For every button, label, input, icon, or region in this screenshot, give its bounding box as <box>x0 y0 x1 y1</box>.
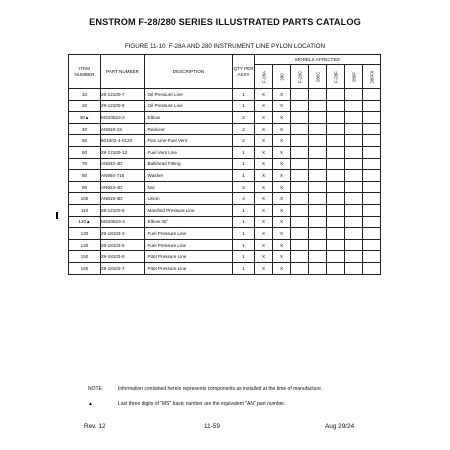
model-mark-cell <box>327 239 345 251</box>
model-mark-cell <box>345 100 363 112</box>
model-mark-cell: X <box>273 251 291 263</box>
qty-cell: 1 <box>233 239 255 251</box>
model-mark-cell: X <box>255 112 273 124</box>
model-mark-cell <box>327 228 345 240</box>
model-label: 280F <box>350 71 356 82</box>
description-cell: . Oil Pressure Line <box>145 100 233 112</box>
model-mark-cell <box>309 181 327 193</box>
model-mark-cell <box>327 112 345 124</box>
part-number-cell: AN924-4D <box>101 181 145 193</box>
figure-title: FIGURE 11-10. F-28A AND 280 INSTRUMENT LINE PYLON LOCATION <box>124 43 326 50</box>
model-mark-cell <box>345 135 363 147</box>
description-cell: . Manifold Pressure Line <box>145 204 233 216</box>
description-cell: . Elbow <box>145 112 233 124</box>
qty-cell: 1 <box>233 146 255 158</box>
header-model <box>309 65 327 89</box>
model-mark-cell <box>363 123 381 135</box>
model-mark-cell: X <box>273 146 291 158</box>
header-models-affected: MODELS AFFECTED <box>255 55 381 65</box>
model-mark-cell <box>327 123 345 135</box>
model-mark-cell <box>363 204 381 216</box>
model-mark-cell <box>363 193 381 205</box>
model-mark-cell <box>345 123 363 135</box>
model-mark-cell <box>363 158 381 170</box>
model-mark-cell: X <box>273 204 291 216</box>
table-row <box>69 158 381 170</box>
table-row <box>69 193 381 205</box>
model-mark-cell <box>291 89 309 101</box>
footer-page-number: 11-59 <box>204 423 220 430</box>
description-cell: . Fuel Pressure Line <box>145 228 233 240</box>
model-mark-cell <box>291 193 309 205</box>
item-number-cell: 40 <box>69 123 101 135</box>
model-mark-cell: X <box>273 112 291 124</box>
model-mark-cell <box>363 135 381 147</box>
model-label: F-28F <box>332 70 338 83</box>
model-mark-cell <box>309 123 327 135</box>
model-mark-cell <box>309 193 327 205</box>
triangle-icon: ▲ <box>88 401 93 407</box>
description-cell: . Washer <box>145 170 233 182</box>
part-number-cell: 28-12100-9 <box>101 100 145 112</box>
model-mark-cell: X <box>255 158 273 170</box>
model-mark-cell <box>345 262 363 274</box>
model-mark-cell <box>363 89 381 101</box>
model-mark-cell <box>363 146 381 158</box>
model-mark-cell: X <box>255 216 273 228</box>
model-mark-cell <box>291 123 309 135</box>
model-mark-cell <box>327 135 345 147</box>
model-mark-cell <box>327 204 345 216</box>
model-mark-cell <box>291 251 309 263</box>
table-row <box>69 251 381 263</box>
item-number-cell: 10 <box>69 89 101 101</box>
model-mark-cell: X <box>273 158 291 170</box>
model-mark-cell: X <box>255 239 273 251</box>
model-label: 280C <box>314 71 320 82</box>
part-number-cell: 28-12100-13 <box>101 146 145 158</box>
part-number-cell: 28-18103-3 <box>101 228 145 240</box>
model-mark-cell: X <box>273 181 291 193</box>
model-mark-cell: X <box>273 216 291 228</box>
model-mark-cell <box>327 181 345 193</box>
description-cell: . Reducer <box>145 123 233 135</box>
description-cell: . Elbow 45° <box>145 216 233 228</box>
model-mark-cell: X <box>255 193 273 205</box>
part-number-cell: 28-12100-6 <box>101 204 145 216</box>
model-mark-cell <box>363 112 381 124</box>
model-mark-cell <box>309 100 327 112</box>
model-mark-cell <box>345 216 363 228</box>
qty-cell: 4 <box>233 193 255 205</box>
item-number-cell: 20 <box>69 100 101 112</box>
model-mark-cell <box>291 239 309 251</box>
model-mark-cell <box>327 170 345 182</box>
model-mark-cell <box>309 158 327 170</box>
item-number-cell: 160 <box>69 262 101 274</box>
model-mark-cell <box>291 181 309 193</box>
part-number-cell: MS20823-4 <box>101 216 145 228</box>
model-mark-cell: X <box>255 204 273 216</box>
header-part-number: PART NUMBER <box>101 55 145 89</box>
model-mark-cell <box>291 228 309 240</box>
model-mark-cell: X <box>273 135 291 147</box>
note-text: Last three digits of "MS" basic number are the equivalent "AN" part number. <box>118 401 286 407</box>
model-mark-cell <box>363 251 381 263</box>
qty-cell: 1 <box>233 262 255 274</box>
qty-cell: 1 <box>233 216 255 228</box>
model-mark-cell: X <box>273 239 291 251</box>
description-cell: . Flex Line-Fuel Vent <box>145 135 233 147</box>
model-mark-cell <box>327 89 345 101</box>
model-mark-cell <box>363 239 381 251</box>
model-mark-cell <box>309 135 327 147</box>
table-row <box>69 146 381 158</box>
note-label: NOTE: <box>88 386 104 392</box>
model-mark-cell <box>291 100 309 112</box>
model-mark-cell <box>345 146 363 158</box>
qty-cell: 2 <box>233 181 255 193</box>
part-number-cell: MS20822-2 <box>101 112 145 124</box>
item-number-cell: 130 <box>69 228 101 240</box>
model-mark-cell: X <box>255 228 273 240</box>
model-mark-cell <box>309 170 327 182</box>
model-mark-cell <box>345 89 363 101</box>
item-number-cell: 30▲ <box>69 112 101 124</box>
description-cell: . Pitot Pressure Line <box>145 262 233 274</box>
qty-cell: 1 <box>233 100 255 112</box>
model-mark-cell <box>363 181 381 193</box>
model-mark-cell <box>345 239 363 251</box>
description-cell: . Fuel Vent Line <box>145 146 233 158</box>
model-label: 280 <box>278 72 284 81</box>
model-mark-cell: X <box>273 89 291 101</box>
model-mark-cell: X <box>255 89 273 101</box>
model-mark-cell <box>363 170 381 182</box>
item-number-cell: 60 <box>69 146 101 158</box>
item-number-cell: 80 <box>69 170 101 182</box>
description-cell: . Oil Pressure Line <box>145 89 233 101</box>
model-mark-cell: X <box>255 123 273 135</box>
item-number-cell: 140 <box>69 239 101 251</box>
qty-cell: 2 <box>233 123 255 135</box>
part-number-cell: 28-18103-6 <box>101 251 145 263</box>
model-mark-cell <box>291 158 309 170</box>
header-model <box>327 65 345 89</box>
model-mark-cell <box>309 228 327 240</box>
change-bar <box>56 212 58 219</box>
item-number-cell: 120▲ <box>69 216 101 228</box>
item-number-cell: 90 <box>69 181 101 193</box>
model-mark-cell: X <box>255 181 273 193</box>
model-mark-cell <box>363 262 381 274</box>
item-number-cell: 110 <box>69 204 101 216</box>
model-mark-cell: X <box>255 146 273 158</box>
model-mark-cell <box>309 239 327 251</box>
model-mark-cell: X <box>273 193 291 205</box>
description-cell: . Pitot Pressure Line <box>145 251 233 263</box>
model-mark-cell <box>327 262 345 274</box>
model-mark-cell <box>345 158 363 170</box>
model-mark-cell <box>291 135 309 147</box>
header-model <box>255 65 273 89</box>
qty-cell: 1 <box>233 158 255 170</box>
model-mark-cell <box>309 146 327 158</box>
model-mark-cell <box>345 193 363 205</box>
qty-cell: 1 <box>233 89 255 101</box>
model-mark-cell <box>363 216 381 228</box>
model-label: F-28C <box>296 70 302 83</box>
table-row <box>69 135 381 147</box>
model-mark-cell <box>363 100 381 112</box>
model-mark-cell <box>291 216 309 228</box>
table-row <box>69 216 381 228</box>
header-qty-per-assy: QTY PER ASSY <box>233 55 255 89</box>
header-model <box>345 65 363 89</box>
description-cell: . Fuel Pressure Line <box>145 239 233 251</box>
table-row <box>69 228 381 240</box>
model-mark-cell <box>327 158 345 170</box>
item-number-cell: 70 <box>69 158 101 170</box>
table-row <box>69 262 381 274</box>
table-row <box>69 170 381 182</box>
part-number-cell: AN919-1S <box>101 123 145 135</box>
model-mark-cell <box>291 170 309 182</box>
qty-cell: 1 <box>233 204 255 216</box>
table-row <box>69 112 381 124</box>
table-row <box>69 89 381 101</box>
model-mark-cell <box>327 193 345 205</box>
header-model <box>273 65 291 89</box>
model-mark-cell <box>345 204 363 216</box>
model-mark-cell <box>309 216 327 228</box>
footer-revision: Rev. 12 <box>84 423 106 430</box>
table-row <box>69 123 381 135</box>
table-row <box>69 181 381 193</box>
qty-cell: 1 <box>233 228 255 240</box>
model-mark-cell <box>327 216 345 228</box>
model-mark-cell <box>291 146 309 158</box>
model-mark-cell <box>309 204 327 216</box>
header-model <box>363 65 381 89</box>
part-number-cell: AN832-4D <box>101 158 145 170</box>
item-number-cell: 50 <box>69 135 101 147</box>
footer-date: Aug 29/24 <box>325 423 355 430</box>
header-model <box>291 65 309 89</box>
model-mark-cell <box>309 112 327 124</box>
model-mark-cell: X <box>255 100 273 112</box>
model-label: F-28A <box>260 70 266 83</box>
part-number-cell: 28-18103-5 <box>101 239 145 251</box>
model-mark-cell <box>345 181 363 193</box>
model-mark-cell: X <box>255 170 273 182</box>
model-mark-cell <box>309 89 327 101</box>
model-mark-cell <box>291 112 309 124</box>
model-mark-cell <box>345 228 363 240</box>
table-row <box>69 100 381 112</box>
item-number-cell: 150 <box>69 251 101 263</box>
table-row <box>69 239 381 251</box>
qty-cell: 1 <box>233 170 255 182</box>
model-mark-cell: X <box>273 100 291 112</box>
part-number-cell: 28-18103-7 <box>101 262 145 274</box>
model-mark-cell: X <box>273 123 291 135</box>
model-mark-cell <box>291 204 309 216</box>
qty-cell: 1 <box>233 251 255 263</box>
part-number-cell: AN960-716 <box>101 170 145 182</box>
model-mark-cell <box>363 228 381 240</box>
part-number-cell: 28-12100-7 <box>101 89 145 101</box>
note-text: Information contained herein represents components as installed at the time of manufacture. <box>118 386 323 392</box>
qty-cell: 2 <box>233 135 255 147</box>
part-number-cell: 601002-4-0120 <box>101 135 145 147</box>
table-row <box>69 204 381 216</box>
model-mark-cell <box>345 251 363 263</box>
parts-table <box>68 54 381 275</box>
header-description: DESCRIPTION <box>145 55 233 89</box>
model-mark-cell <box>327 100 345 112</box>
model-mark-cell: X <box>255 251 273 263</box>
model-mark-cell <box>309 251 327 263</box>
model-mark-cell <box>291 262 309 274</box>
qty-cell: 2 <box>233 112 255 124</box>
description-cell: . Union <box>145 193 233 205</box>
description-cell: . Nut <box>145 181 233 193</box>
model-mark-cell <box>309 262 327 274</box>
model-mark-cell: X <box>255 262 273 274</box>
item-number-cell: 100 <box>69 193 101 205</box>
model-mark-cell: X <box>273 170 291 182</box>
header-item-number: ITEM NUMBER <box>69 55 101 89</box>
part-number-cell: AN815-4D <box>101 193 145 205</box>
model-mark-cell: X <box>273 228 291 240</box>
model-mark-cell: X <box>273 262 291 274</box>
description-cell: . Bulkhead Fitting <box>145 158 233 170</box>
page-title: ENSTROM F-28/280 SERIES ILLUSTRATED PARTS CATALOG <box>89 17 361 27</box>
model-mark-cell: X <box>255 135 273 147</box>
model-mark-cell <box>327 251 345 263</box>
model-label: 280FX <box>368 70 374 83</box>
model-mark-cell <box>327 146 345 158</box>
model-mark-cell <box>345 112 363 124</box>
model-mark-cell <box>345 170 363 182</box>
